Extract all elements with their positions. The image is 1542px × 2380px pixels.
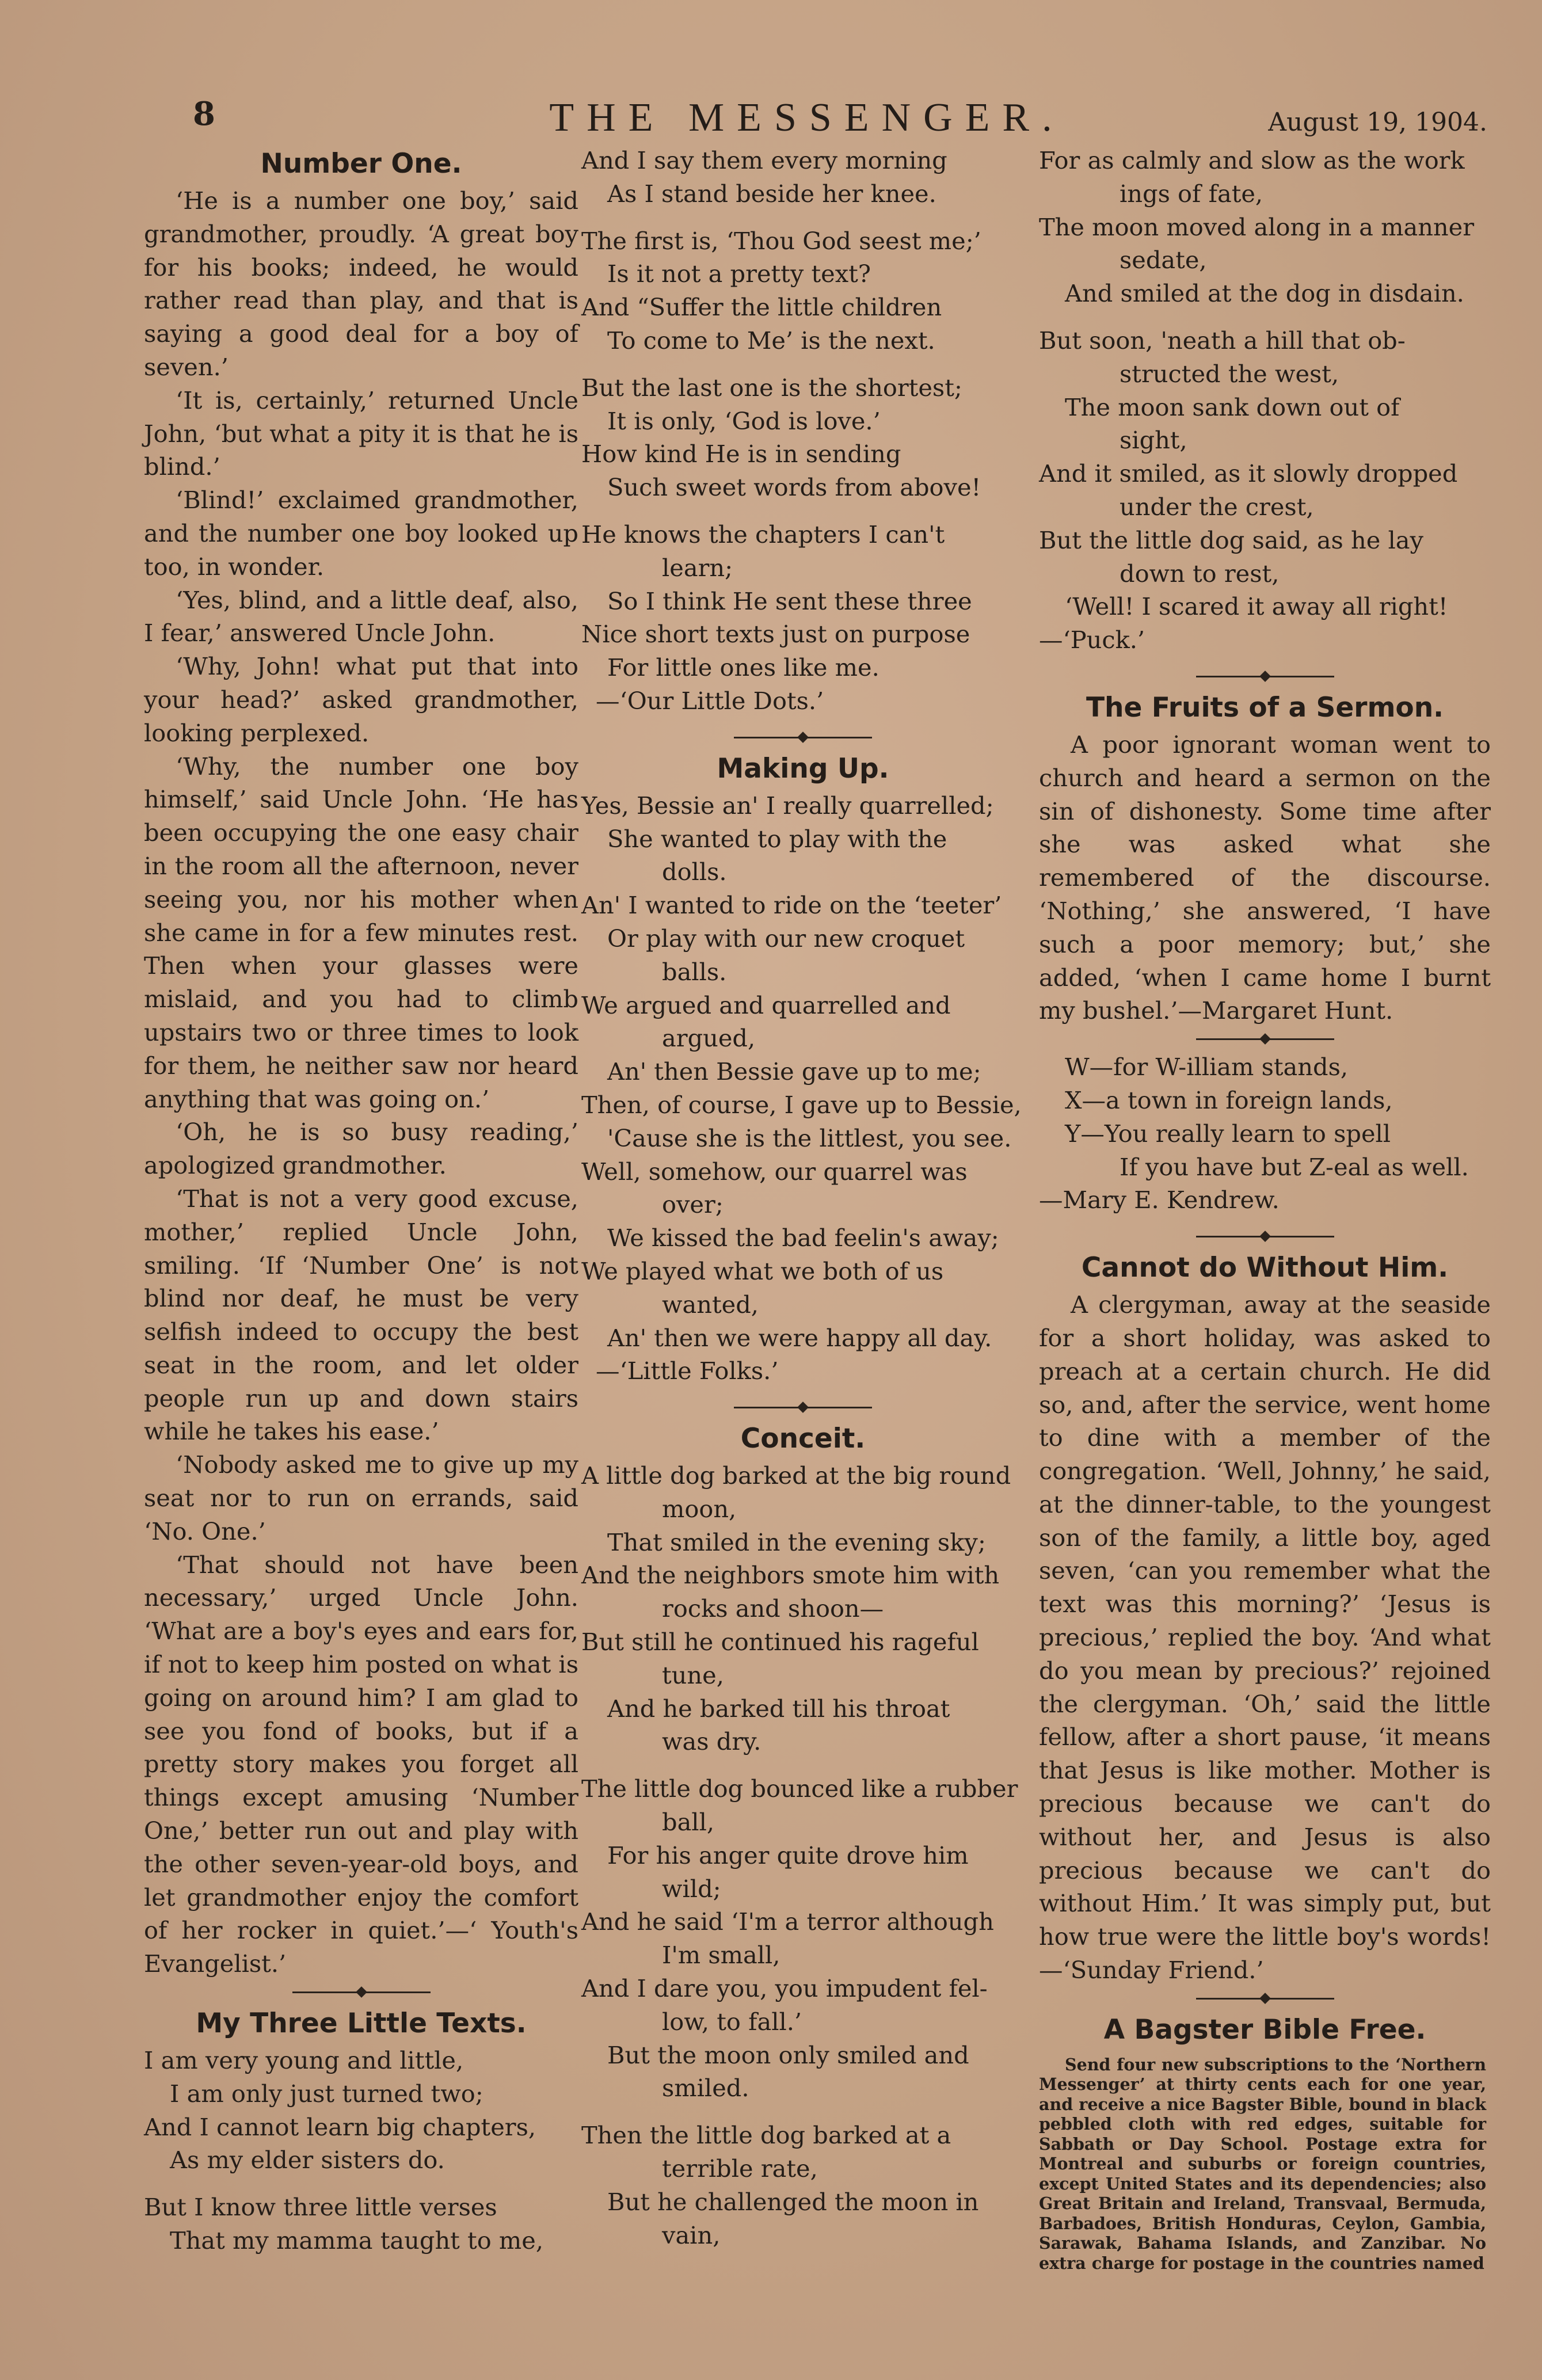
- verse-line: structed the west,: [1120, 359, 1339, 388]
- article-title-fruits: The Fruits of a Sermon.: [1086, 691, 1444, 723]
- poem-stanza: [581, 1772, 1025, 2105]
- verse-line: ‘Well! I scared it away all right!: [1065, 592, 1448, 621]
- verse-line: The moon sank down out of: [1065, 393, 1400, 421]
- verse-line: But the last one is the shortest;: [581, 373, 962, 402]
- attribution: —Mary E. Kendrew.: [1039, 1186, 1280, 1214]
- verse-line: So I think He sent these three: [607, 587, 972, 615]
- verse-line: W—for W-illiam stands,: [1065, 1053, 1349, 1082]
- verse-line: But still he continued his rageful: [581, 1628, 979, 1657]
- verse-line: And smiled at the dog in disdain.: [1065, 279, 1464, 308]
- verse-line: argued,: [662, 1024, 756, 1053]
- verse-line: But the moon only smiled and: [607, 2040, 969, 2069]
- section-divider: [1196, 671, 1334, 682]
- verse-line: For his anger quite drove him: [607, 1841, 969, 1869]
- verse-line: We argued and quarrelled and: [581, 991, 951, 1019]
- verse-line: I'm small,: [662, 1941, 780, 1970]
- verse-line: But soon, 'neath a hill that ob-: [1039, 326, 1406, 355]
- verse-line: And I dare you, you impudent fel-: [581, 1974, 988, 2003]
- verse-line: ball,: [662, 1808, 715, 1837]
- section-divider: [1196, 1993, 1334, 2004]
- poem-stanza: [1039, 324, 1491, 657]
- verse-line: But I know three little verses: [144, 2193, 497, 2222]
- verse-line: low, to fall.’: [662, 2007, 802, 2036]
- verse-line: And I say them every morning: [581, 146, 947, 174]
- verse-line: Yes, Bessie an' I really quarrelled;: [581, 791, 994, 820]
- verse-line: To come to Me’ is the next.: [607, 326, 935, 355]
- paragraph: ‘Blind!’ exclaimed grandmother, and the number one boy looked up too, in wonder.: [144, 486, 578, 581]
- verse-line: That smiled in the evening sky;: [607, 1528, 986, 1556]
- verse-line: vain,: [662, 2221, 721, 2249]
- article-title-three-texts: My Three Little Texts.: [196, 2008, 527, 2040]
- paragraph: ‘That should not have been necessary,’ urged Uncle John. ‘What are a boy's eyes and ears for, if not to keep him posted on what is going on around him? I am glad to see you fond of books, but if a pretty story makes you forget all things except amusing ‘Number One,’ better run out and play with the other seven-year-old boys, and let grandmother enjoy the comfort of her rocker in quiet.’—‘ Youth's Evangelist.’: [144, 1550, 579, 1978]
- paragraph: ‘He is a number one boy,’ said grandmother, proudly. ‘A great boy for his books; indeed, he would rather read than play, and that is saying a good deal for a boy of seven.’: [144, 186, 578, 381]
- verse-line: sight,: [1120, 426, 1187, 455]
- verse-line: But he challenged the moon in: [607, 2187, 979, 2216]
- verse-line: Such sweet words from above!: [607, 473, 981, 502]
- poem-stanza: [581, 144, 1025, 211]
- column-2: [581, 144, 1025, 2252]
- newspaper-title: THE MESSENGER.: [549, 96, 1065, 140]
- section-divider: [734, 732, 872, 743]
- verse-line: As my elder sisters do.: [170, 2146, 445, 2175]
- verse-line: If you have but Z-eal as well.: [1120, 1152, 1469, 1181]
- verse-line: And he said ‘I'm a terror although: [581, 1907, 994, 1936]
- verse-line: Well, somehow, our quarrel was: [581, 1157, 968, 1186]
- verse-line: The moon moved along in a manner: [1039, 212, 1475, 241]
- advertisement-text: Send four new subscriptions to the ‘Northern Messenger’ at thirty cents each for one year, and receive a nice Bagster Bible, bound in black pebbled cloth with red edges, suitable for Sabbath or Day School. Postage extra for Montreal and suburbs or foreign countries, except United States and its dependencies; also Great Britain and Ireland, Transvaal, Bermuda, Barbadoes, British Honduras, Ceylon, Gambia, Sarawak, Bahama Islands, and Zanzibar. No extra charge for postage in the countries named: [1039, 2054, 1486, 2273]
- verse-line: rocks and shoon—: [662, 1594, 884, 1623]
- verse-line: We kissed the bad feelin's away;: [607, 1224, 999, 1252]
- verse-line: For little ones like me.: [607, 653, 879, 682]
- section-divider: [734, 1402, 872, 1413]
- verse-line: I am only just turned two;: [170, 2079, 483, 2108]
- poem-stanza: [1039, 144, 1491, 310]
- column-1: [144, 144, 578, 2257]
- attribution: —‘Puck.’: [1039, 626, 1145, 654]
- paragraph: ‘Nobody asked me to give up my seat nor to run on errands, said ‘No. One.’: [144, 1450, 578, 1545]
- verse-line: Then the little dog barked at a: [581, 2121, 951, 2150]
- verse-line: 'Cause she is the littlest, you see.: [607, 1124, 1012, 1152]
- poem-stanza: [581, 789, 1025, 1388]
- verse-line: dolls.: [662, 858, 727, 886]
- verse-line: An' I wanted to ride on the ‘teeter’: [581, 891, 1002, 920]
- verse-line: The little dog bounced like a rubber: [581, 1774, 1018, 1803]
- column-3: [1039, 144, 1491, 2273]
- verse-line: learn;: [662, 553, 733, 582]
- verse-line: For as calmly and slow as the work: [1039, 146, 1465, 174]
- verse-line: ings of fate,: [1120, 179, 1263, 208]
- verse-line: We played what we both of us: [581, 1256, 944, 1285]
- verse-line: over;: [662, 1190, 724, 1219]
- attribution: —‘Little Folks.’: [596, 1357, 779, 1385]
- verse-line: smiled.: [662, 2074, 749, 2103]
- poem-stanza: [581, 518, 1025, 718]
- verse-line: moon,: [662, 1494, 737, 1523]
- verse-line: Is it not a pretty text?: [607, 260, 871, 288]
- article-title-number-one: Number One.: [260, 148, 462, 180]
- verse-line: How kind He is in sending: [581, 440, 901, 469]
- verse-line: As I stand beside her knee.: [607, 179, 936, 208]
- verse-line: tune,: [662, 1661, 724, 1689]
- paragraph: ‘Yes, blind, and a little deaf, also, I fear,’ answered Uncle John.: [144, 585, 578, 648]
- paragraph: ‘That is not a very good excuse, mother,’ replied Uncle John, smiling. ‘If ‘Number One’ is not blind nor deaf, he must be very selfish indeed to occupy the best seat in the room, and let older people run up and down stairs while he takes his ease.’: [144, 1184, 578, 1446]
- poem-stanza: [144, 2044, 578, 2177]
- poem-stanza: [144, 2191, 578, 2257]
- verse-line: X—a town in foreign lands,: [1065, 1086, 1393, 1114]
- paragraph: ‘It is, certainly,’ returned Uncle John, ‘but what a pity it is that he is blind.’: [144, 386, 578, 481]
- section-divider: [292, 1986, 431, 1998]
- verse-line: Nice short texts just on purpose: [581, 620, 970, 649]
- verse-line: And “Suffer the little children: [581, 293, 942, 322]
- alphabet-verse: [1039, 1050, 1491, 1217]
- verse-line: An' then we were happy all day.: [607, 1323, 992, 1352]
- paragraph: A poor ignorant woman went to church and heard a sermon on the sin of dishonesty. Some time after she was asked what she remembered of the discourse. ‘Nothing,’ she answered, ‘I have such a poor memory; but,’ she added, ‘when I came home I burnt my bushel.’—Margaret Hunt.: [1039, 730, 1491, 1025]
- verse-line: And the neighbors smote him with: [581, 1561, 1000, 1590]
- verse-line: An' then Bessie gave up to me;: [607, 1057, 981, 1086]
- verse-line: Then, of course, I gave up to Bessie,: [581, 1090, 1022, 1119]
- verse-line: terrible rate,: [662, 2154, 818, 2183]
- poem-stanza: [581, 2119, 1025, 2252]
- verse-line: wanted,: [662, 1290, 759, 1319]
- verse-line: A little dog barked at the big round: [581, 1461, 1011, 1490]
- verse-line: balls.: [662, 957, 727, 986]
- issue-date: August 19, 1904.: [1268, 108, 1487, 137]
- verse-line: And he barked till his throat: [607, 1694, 950, 1723]
- paragraph: A clergyman, away at the seaside for a short holiday, was asked to preach at a certain church. He did so, and, after the service, went home to dine with a member of the congregation. ‘Well, Johnny,’ he said, at the dinner-table, to the youngest son of the family, a little boy, aged seven, ‘can you remember what the text was this morning?’ ‘Jesus is precious,’ replied the boy. ‘And what do you mean by precious?’ rejoined the clergyman. ‘Oh,’ said the little fellow, after a short pause, ‘it means that Jesus is like mother. Mother is precious because we can't do without her, and Jesus is also precious because we can't do without Him.’ It was simply put, but how true were the little boy's words!—‘Sunday Friend.’: [1039, 1290, 1491, 1985]
- verse-line: That my mamma taught to me,: [170, 2226, 544, 2255]
- section-divider: [1196, 1231, 1334, 1242]
- article-title-conceit: Conceit.: [740, 1423, 866, 1455]
- article-title-bagster: A Bagster Bible Free.: [1103, 2013, 1426, 2046]
- verse-line: under the crest,: [1120, 492, 1314, 521]
- paragraph: ‘Oh, he is so busy reading,’ apologized grandmother.: [144, 1118, 578, 1180]
- section-divider: [1196, 1033, 1334, 1045]
- verse-line: And I cannot learn big chapters,: [144, 2112, 536, 2141]
- verse-line: sedate,: [1120, 246, 1207, 275]
- verse-line: And it smiled, as it slowly dropped: [1039, 459, 1458, 488]
- verse-line: was dry.: [662, 1727, 762, 1756]
- attribution: —‘Our Little Dots.’: [596, 686, 824, 715]
- poem-stanza: [581, 1459, 1025, 1758]
- article-title-making-up: Making Up.: [717, 752, 889, 785]
- verse-line: It is only, ‘God is love.’: [607, 406, 881, 435]
- poem-stanza: [581, 224, 1025, 357]
- verse-line: down to rest,: [1120, 559, 1280, 588]
- paragraph: ‘Why, John! what put that into your head?’ asked grandmother, looking perplexed.: [144, 652, 578, 747]
- page-number: 8: [193, 95, 215, 133]
- poem-stanza: [581, 371, 1025, 504]
- verse-line: Y—You really learn to spell: [1065, 1119, 1391, 1148]
- paragraph: ‘Why, the number one boy himself,’ said Uncle John. ‘He has been occupying the one easy chair in the room all the afternoon, never seeing you, nor his mother when she came in for a few minutes rest. Then when your glasses were mislaid, and you had to climb upstairs two or three times to look for them, he neither saw nor heard anything that was going on.’: [144, 752, 578, 1113]
- verse-line: Or play with our new croquet: [607, 924, 965, 953]
- verse-line: The first is, ‘Thou God seest me;’: [581, 226, 981, 255]
- article-title-cannot-do: Cannot do Without Him.: [1081, 1252, 1449, 1284]
- verse-line: I am very young and little,: [144, 2046, 464, 2075]
- verse-line: But the little dog said, as he lay: [1039, 525, 1423, 554]
- verse-line: wild;: [662, 1874, 721, 1903]
- verse-line: She wanted to play with the: [607, 824, 947, 853]
- verse-line: He knows the chapters I can't: [581, 520, 945, 549]
